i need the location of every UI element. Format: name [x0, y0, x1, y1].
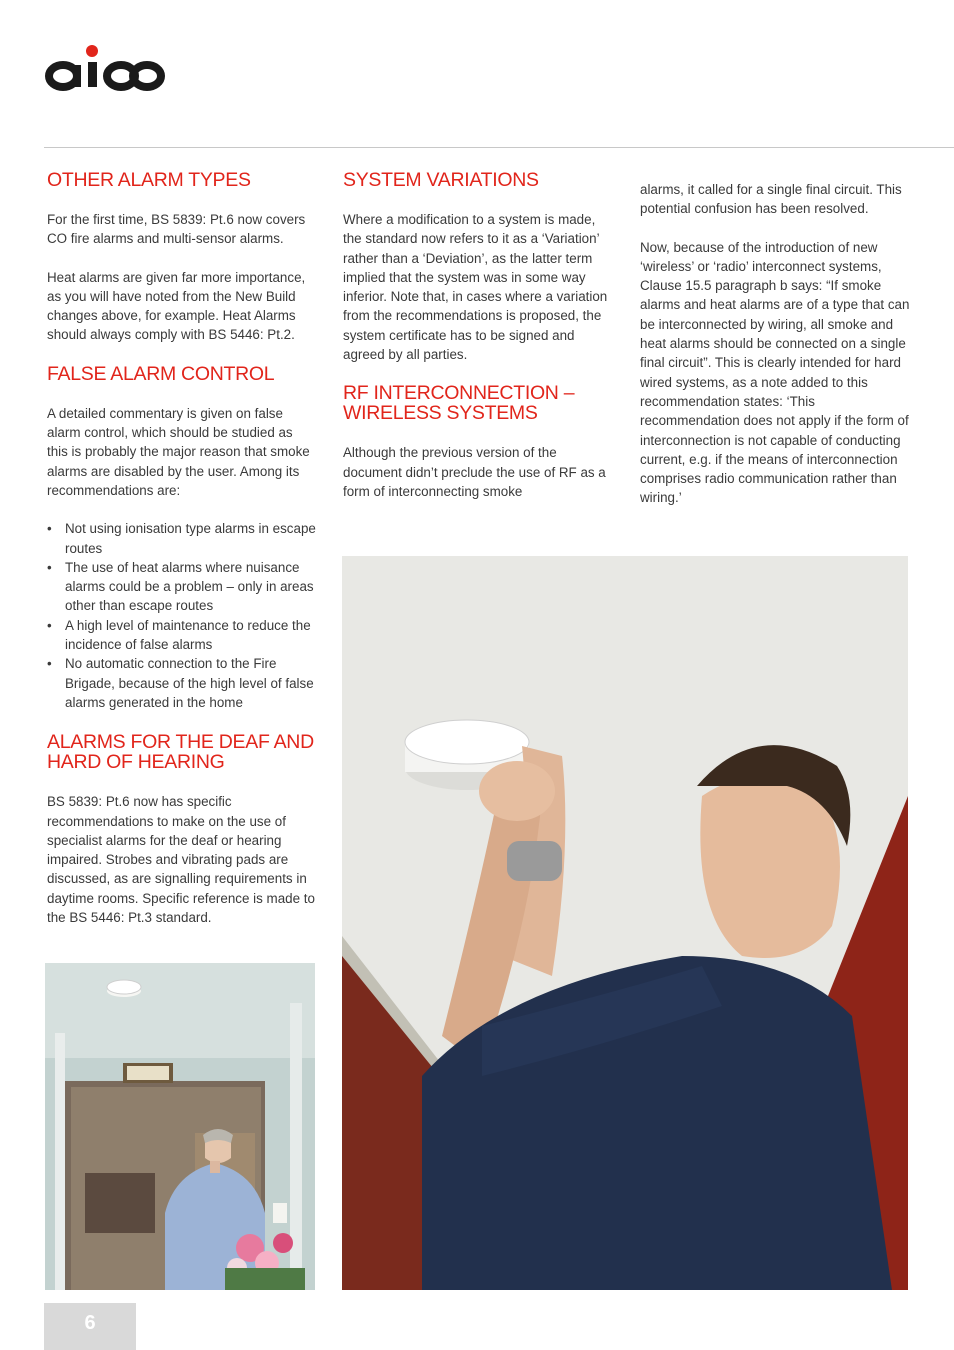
heading-alarms-deaf: ALARMS FOR THE DEAF AND HARD OF HEARING	[47, 731, 314, 774]
header-rule	[44, 147, 954, 148]
photo-woman-doorway	[45, 963, 315, 1290]
column-middle	[343, 170, 613, 520]
paragraph: alarms, it called for a single final circuit. This potential confusion has been resolved.	[640, 182, 902, 217]
heading-system-variations: SYSTEM VARIATIONS	[343, 169, 539, 191]
paragraph: BS 5839: Pt.6 now has specific recommendations to make on the use of specialist alarms for the deaf or hearing impaired. Strobes and vibrating pads are discussed, as are signalling requirements in daytime rooms. Specific reference is made to the BS 5446: Pt.3 standard.	[47, 794, 315, 926]
paragraph: Where a modification to a system is made, the standard now refers to it as a ‘Variation’ rather than a ‘Deviation’, as the latter term implied that the system was in some way inferior. Note that, in cases where a variation from the recommendations is proposed, the system certificate has to be signed and agreed by all parties.	[343, 212, 608, 363]
paragraph: Now, because of the introduction of new ‘wireless’ or ‘radio’ interconnect systems, Clause 15.5 paragraph b says: “If smoke alarms and heat alarms are of a type that can be interconnected by wiring, all smoke and heat alarms should be connected on a single final circuit”. This is clearly intended for hard wired systems, as a note added to this recommendation states: ‘This recommendation does not apply if the form of interconnection is not capable of conducting current, e.g. if the means of interconnection comprises radio communication rather than wiring.’	[640, 239, 910, 506]
list-item: • A high level of maintenance to reduce the incidence of false alarms	[47, 616, 317, 655]
list-item: • No automatic connection to the Fire Brigade, because of the high level of false alarms generated in the home	[47, 654, 317, 712]
heading-false-alarm-control: FALSE ALARM CONTROL	[47, 362, 275, 385]
aico-logo	[44, 44, 168, 94]
photo-smoke-alarm-install	[342, 556, 908, 1290]
page-number: 6	[84, 1312, 96, 1334]
paragraph: A detailed commentary is given on false alarm control, which should be studied as this is probably the major reason that smoke alarms are disabled by the user. Among its recommendations are:	[47, 405, 310, 498]
list-item: • The use of heat alarms where nuisance alarms could be a problem – only in areas other than escape routes	[47, 558, 317, 616]
paragraph: Although the previous version of the document didn’t preclude the use of RF as a form of interconnecting smoke	[343, 445, 606, 499]
list-item: • Not using ionisation type alarms in escape routes	[47, 519, 317, 558]
heading-other-alarm-types: OTHER ALARM TYPES	[47, 169, 251, 191]
paragraph: For the first time, BS 5839: Pt.6 now covers CO fire alarms and multi-sensor alarms.	[47, 212, 306, 247]
recommendations-list	[47, 519, 317, 712]
paragraph: Heat alarms are given far more importance, as you will have noted from the New Build changes above, for example. Heat Alarms should always comply with BS 5446: Pt.2.	[47, 269, 306, 343]
column-right	[640, 180, 910, 527]
heading-rf-interconnection: RF INTERCONNECTION – WIRELESS SYSTEMS	[343, 382, 575, 425]
column-left	[47, 170, 317, 946]
